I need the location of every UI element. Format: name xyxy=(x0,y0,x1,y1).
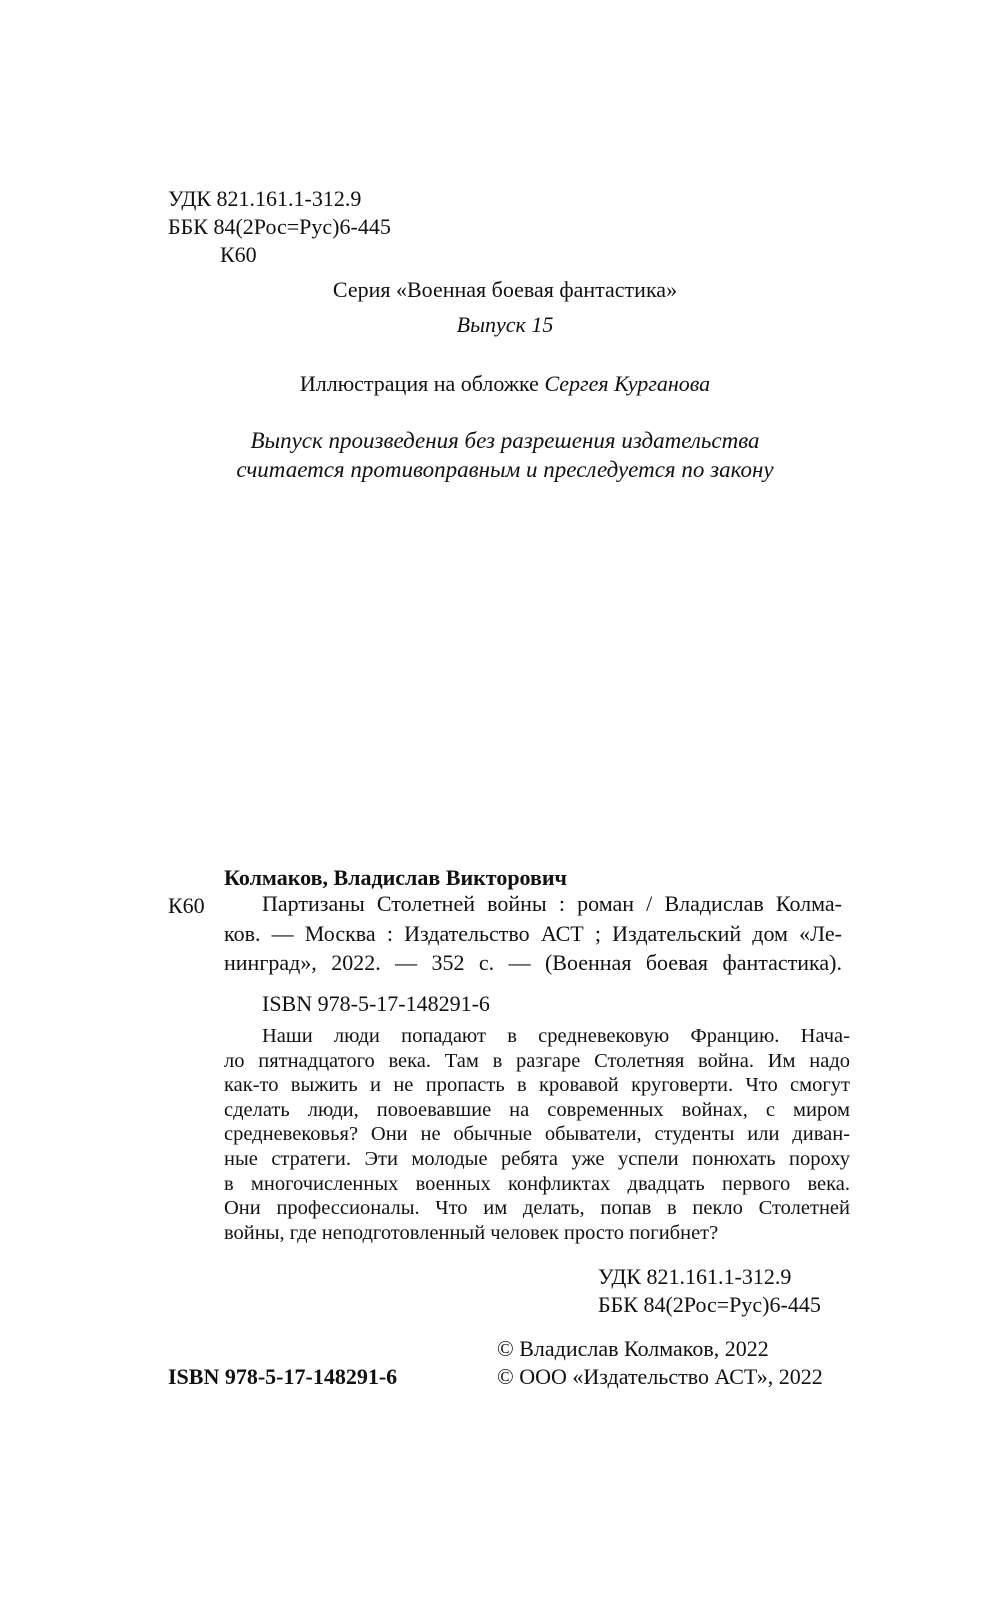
series-issue: Выпуск 15 xyxy=(456,312,554,337)
catalog-description-line: ков. — Москва : Издательство АСТ ; Издательский дом «Ле- xyxy=(224,920,842,946)
footer-copyright-author: © Владислав Колмаков, 2022 xyxy=(497,1336,769,1361)
annotation-line: Наши люди попадают в средневековую Францию. Нача- xyxy=(262,1025,850,1047)
footer-udk: УДК 821.161.1-312.9 xyxy=(598,1264,792,1289)
annotation-line: войны, где неподготовленный человек просто погибнет? xyxy=(224,1221,719,1244)
copyright-warning-line-2: считается противоправным и преследуется по закону xyxy=(236,457,774,482)
catalog-description-line: Партизаны Столетней войны : роман / Владислав Колма- xyxy=(262,891,842,916)
footer-isbn: ISBN 978-5-17-148291-6 xyxy=(168,1364,398,1389)
footer-copyright-publisher: © ООО «Издательство АСТ», 2022 xyxy=(497,1364,823,1389)
annotation-line: в многочисленных военных конфликтах двадцать первого века. xyxy=(224,1172,850,1195)
catalog-description-line: нинград», 2022. — 352 с. — (Военная боевая фантастика). xyxy=(224,950,842,975)
catalog-description xyxy=(224,889,842,978)
annotation-line: как-то выжить и не пропасть в кровавой круговерти. Что смогут xyxy=(224,1074,850,1097)
annotation-line: ные стратеги. Эти молодые ребята уже успели понюхать пороху xyxy=(224,1147,850,1170)
annotation-line: сделать люди, повоевавшие на современных войнах, с миром xyxy=(224,1098,850,1121)
annotation xyxy=(224,1024,850,1245)
annotation-line: средневековья? Они не обычные обыватели, студенты или диван- xyxy=(224,1123,850,1146)
illustration-prefix: Иллюстрация на обложке xyxy=(299,371,545,396)
author-mark: К60 xyxy=(220,242,257,267)
series-title: Серия «Военная боевая фантастика» xyxy=(332,277,678,302)
illustration-credit xyxy=(200,370,810,398)
bbk-code: ББК 84(2Рос=Рус)6-445 xyxy=(168,214,391,239)
copyright-warning-line-1: Выпуск произведения без разрешения издательства xyxy=(250,428,760,453)
udk-code: УДК 821.161.1-312.9 xyxy=(168,186,362,211)
annotation-line: ло пятнадцатого века. Там в разгаре Столетняя война. Им надо xyxy=(224,1049,850,1072)
annotation-line: Они профессионалы. Что им делать, попав в пекло Столетней xyxy=(224,1197,850,1220)
catalog-isbn: ISBN 978-5-17-148291-6 xyxy=(262,991,490,1016)
illustration-artist: Сергея Курганова xyxy=(544,371,711,396)
catalog-mark: К60 xyxy=(168,893,205,918)
footer-bbk: ББК 84(2Рос=Рус)6-445 xyxy=(598,1292,821,1317)
catalog-author: Колмаков, Владислав Викторович xyxy=(224,865,567,890)
